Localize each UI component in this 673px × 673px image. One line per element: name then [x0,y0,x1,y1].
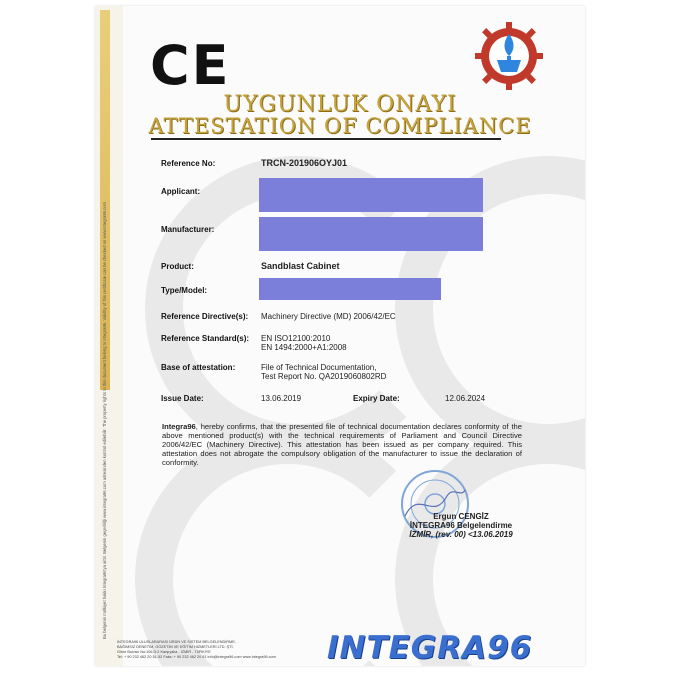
integra96-brand-wordmark: INTEGRA96 [327,630,533,666]
applicant-label: Applicant: [161,187,201,196]
type-model-redaction [259,278,441,300]
standard-value-2: EN 1494:2000+A1:2008 [261,343,347,352]
standard-value-1: EN ISO12100:2010 [261,334,331,343]
footer-line-4: Tel: + 90 232 462 20 51-52 Faks: + 90 232 462 20 61 info@integra96.com www.integra96.com [117,655,276,659]
side-legal-text: Bu belgenin mülkiyet hakkı İntegra96'ya aittir. Belgenin geçerliliği www.integra96.com adresinden kontrol edilebilir. The property rights to this document belong to Integra96. Validity of this certificate can be checked on www.integra96.com [102,201,107,639]
expiry-date-label: Expiry Date: [353,394,400,403]
signatory-place-rev: İZMİR, (rev. 00) <13.06.2019 [409,530,513,539]
manufacturer-redaction [259,217,483,251]
product-label: Product: [161,262,194,271]
footer-line-2: BAĞIMSIZ DENETİM, GÖZETİM VE EĞİTİM HİZMETLERİ LTD. ŞTİ. [117,645,234,649]
issue-date-value: 13.06.2019 [261,394,302,403]
title-underline [151,138,501,140]
ce-mark: CE [150,34,231,97]
signatory-org: İNTEGRA96 Belgelendirme [409,521,513,530]
reference-no-value: TRCN-201906OYJ01 [261,158,348,168]
product-value: Sandblast Cabinet [261,261,340,271]
basis-value-1: File of Technical Documentation, [261,363,377,372]
footer-line-1: İNTEGRA96 ULUSLARARASI ÜRÜN VE SİSTEM BELGELENDİRME, [117,640,236,644]
footer-line-3: Girne Bulvarı No:106 D:2 Karşıyaka - İZMİR - TÜRKİYE [117,650,211,654]
title-turkish: UYGUNLUK ONAYI [223,92,457,117]
statement-company: Integra96 [162,422,196,431]
type-model-label: Type/Model: [161,286,208,295]
statement-text: , hereby confirms, that the presented file of technical documentation declares conformity of the above mentioned product(s) with the technical requirements of Parliament and Council Directive 2006/42/EC (Machinery Directive). This attestation has been issued as per company required. This attestation does not abrogate the compulsory obligation of the manufacturer to issue the declaration of conformity. [162,422,522,467]
signatory-name: Ergun CENGİZ [433,512,489,521]
basis-label: Base of attestation: [161,363,236,372]
integra96-gear-logo-icon [473,20,545,92]
directive-value: Machinery Directive (MD) 2006/42/EC [261,312,396,321]
standard-label: Reference Standard(s): [161,334,250,343]
directive-label: Reference Directive(s): [161,312,249,321]
attestation-statement [162,422,522,467]
manufacturer-label: Manufacturer: [161,225,215,234]
reference-no-label: Reference No: [161,159,216,168]
expiry-date-value: 12.06.2024 [445,394,486,403]
title-english: ATTESTATION OF COMPLIANCE [148,114,532,138]
certificate-page [95,6,585,666]
footer-address [117,640,287,660]
applicant-redaction [259,178,483,212]
signature-block [386,512,536,539]
basis-value-2: Test Report No. QA2019060802RD [261,372,387,381]
issue-date-label: Issue Date: [161,394,204,403]
